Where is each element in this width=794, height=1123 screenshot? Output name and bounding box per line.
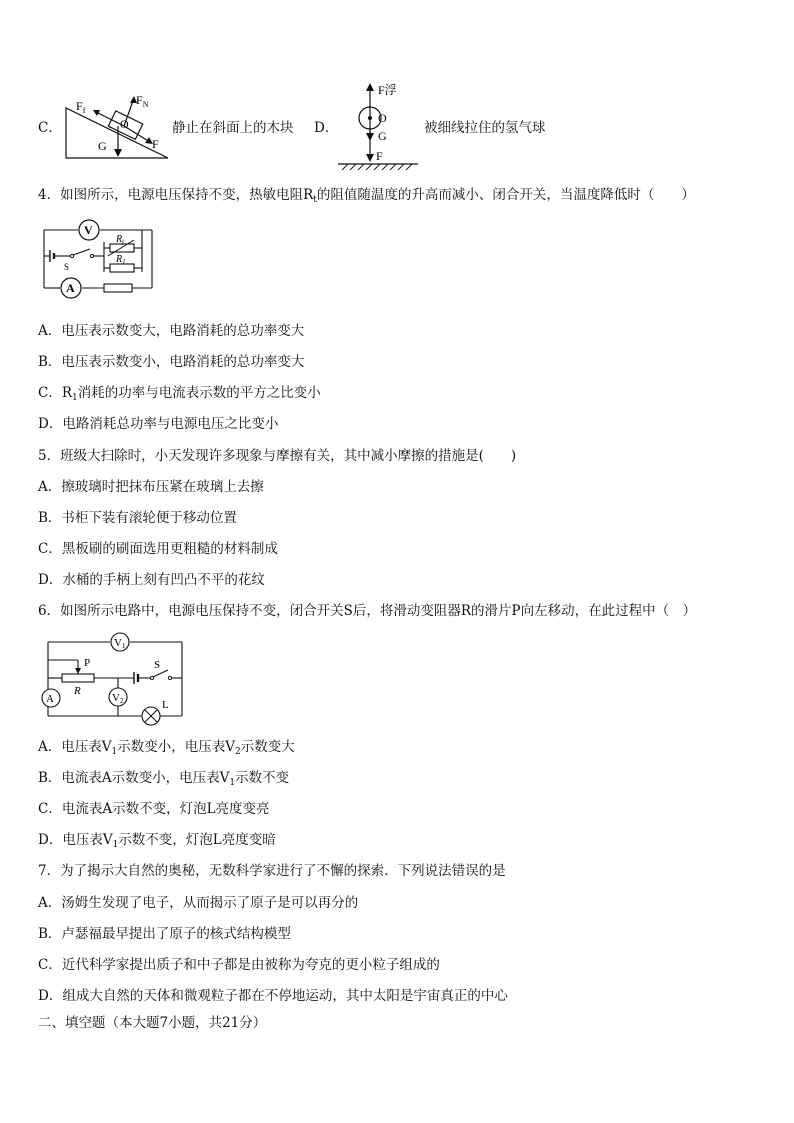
q7-option-a: A．汤姆生发现了电子，从而揭示了原子是可以再分的 [38, 895, 359, 911]
ammeter-label: A [66, 281, 75, 295]
fn-label: $F_N$ [136, 93, 149, 109]
g-label: G [378, 129, 387, 143]
q6-stem: 6．如图所示电路中，电源电压保持不变，闭合开关S后，将滑动变阻器R的滑片P向左移动，在此过程中（ ） [38, 603, 697, 619]
o-label: O [378, 111, 387, 125]
q6-circuit-diagram [38, 630, 188, 726]
q5-option-b: B．书柜下装有滚轮便于移动位置 [38, 510, 237, 526]
r1-label: $R_1$ [116, 254, 126, 266]
rheostat-r-label: R [74, 685, 81, 697]
o-label: O [120, 117, 129, 131]
q7-option-b: B．卢瑟福最早提出了原子的核式结构模型 [38, 926, 291, 942]
v2-label: V2 [112, 692, 124, 705]
voltmeter-label: V [84, 223, 93, 237]
q6-option-c: C．电流表A示数不变，灯泡L亮度变亮 [38, 801, 270, 817]
section-two-heading: 二、填空题（本大题7小题，共21分） [38, 1015, 267, 1031]
q3-option-c-letter: C． [38, 120, 62, 136]
switch-label: S [154, 659, 161, 671]
q4-option-b: B．电压表示数变小，电路消耗的总功率变大 [38, 354, 305, 370]
f-label: F [152, 137, 159, 151]
q5-option-a: A．擦玻璃时把抹布压紧在玻璃上去擦 [38, 479, 264, 495]
q4-option-a: A．电压表示数变大，电路消耗的总功率变大 [38, 323, 305, 339]
q4-option-c: C．$R_1$消耗的功率与电流表示数的平方之比变小 [38, 385, 321, 403]
q6-option-a: A．电压表$V_1$示数变小，电压表$V_2$示数变大 [38, 739, 295, 757]
switch-label: S [64, 262, 70, 272]
q4-stem: 4．如图所示，电源电压保持不变，热敏电阻$R_t$的阻值随温度的升高而减小、闭合开关，当温度降低时（ ） [38, 187, 695, 205]
v1-label: V1 [114, 637, 126, 650]
ff-label: $F_f$ [76, 99, 86, 115]
q4-circuit-diagram [38, 212, 158, 308]
q5-stem: 5．班级大扫除时，小天发现许多现象与摩擦有关，其中减小摩擦的措施是( ) [38, 448, 517, 464]
q5-option-c: C．黑板刷的刷面选用更粗糙的材料制成 [38, 541, 278, 557]
f-buoyancy-label: F浮 [378, 83, 397, 97]
q7-option-c: C．近代科学家提出质子和中子都是由被称为夸克的更小粒子组成的 [38, 957, 440, 973]
q4-option-d: D．电路消耗总功率与电源电压之比变小 [38, 416, 279, 432]
incline-block-diagram [62, 86, 174, 160]
q7-stem: 7．为了揭示大自然的奥秘，无数科学家进行了不懈的探索．下列说法错误的是 [38, 863, 506, 879]
q6-option-b: B．电流表A示数变小，电压表$V_1$示数不变 [38, 770, 290, 788]
rt-label: $R_t$ [116, 234, 125, 246]
g-label: G [98, 139, 107, 153]
q7-option-d: D．组成大自然的天体和微观粒子都在不停地运动，其中太阳是宇宙真正的中心 [38, 988, 508, 1004]
balloon-diagram [334, 80, 424, 172]
ammeter-label: A [46, 693, 54, 705]
f-label: F [376, 149, 383, 163]
q3-option-d-caption: 被细线拉住的氢气球 [424, 120, 546, 136]
q3-option-d-letter: D． [314, 120, 339, 136]
lamp-l-label: L [162, 699, 169, 711]
slider-p-label: P [84, 657, 91, 669]
q6-option-d: D．电压表$V_1$示数不变，灯泡L亮度变暗 [38, 832, 276, 850]
q3-option-c-caption: 静止在斜面上的木块 [172, 120, 294, 136]
q5-option-d: D．水桶的手柄上刻有凹凸不平的花纹 [38, 572, 265, 588]
